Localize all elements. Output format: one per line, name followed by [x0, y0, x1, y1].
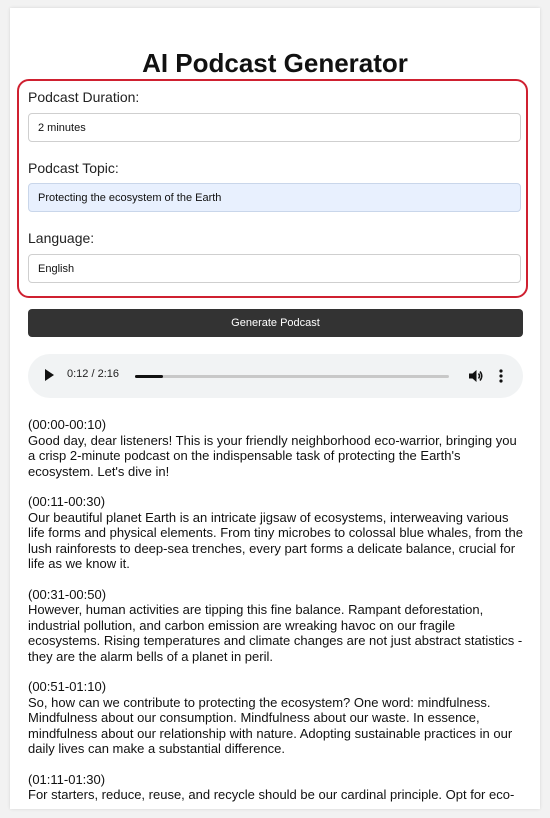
segment-timestamp: (00:51-01:10)	[28, 679, 107, 694]
segment-timestamp: (00:31-00:50)	[28, 586, 107, 602]
segment-text: Good day, dear listeners! This is your friendly neighborhood eco-warrior, bringing you a crisp 2-minute podcast on the indispensable task of protecting the Earth's ecosystem. Let's dive in!	[28, 432, 517, 479]
transcript-segment	[28, 679, 525, 757]
duration-input[interactable]: 2 minutes	[28, 113, 521, 142]
duration-label: Podcast Duration:	[28, 89, 140, 105]
audio-player	[28, 354, 523, 398]
transcript-segment	[28, 587, 525, 665]
page-title: AI Podcast Generator	[142, 48, 408, 78]
generate-podcast-button[interactable]: Generate Podcast	[28, 309, 523, 337]
playback-time: 0:12 / 2:16	[67, 368, 119, 380]
segment-text: So, how can we contribute to protecting the ecosystem? One word: mindfulness. Mindfulness about our consumption. Mindfulness about our waste. In essence, mindfulness about our relationship with nature. Adopting sustainable practices in our daily lives can make a substantial difference.	[28, 694, 513, 756]
seek-bar-progress	[135, 375, 163, 378]
volume-icon[interactable]	[468, 368, 484, 384]
podcast-transcript	[28, 417, 525, 818]
seek-bar[interactable]	[135, 375, 449, 378]
more-options-icon[interactable]	[497, 368, 505, 384]
transcript-segment	[28, 417, 525, 479]
transcript-segment	[28, 772, 525, 803]
play-icon[interactable]	[45, 369, 54, 381]
topic-input[interactable]: Protecting the ecosystem of the Earth	[28, 183, 521, 212]
segment-text: For starters, reduce, reuse, and recycle should be our cardinal principle. Opt for eco-	[28, 787, 515, 802]
transcript-segment	[28, 494, 525, 572]
page-container	[10, 8, 540, 809]
segment-timestamp: (01:11-01:30)	[28, 771, 106, 787]
topic-label: Podcast Topic:	[28, 160, 119, 176]
language-label: Language:	[28, 230, 95, 246]
segment-text: However, human activities are tipping this fine balance. Rampant deforestation, industrial pollution, and carbon emission are wreaking havoc on our fragile ecosystems. Rising temperatures and climate changes are not just abstract statistics - they are the alarm bells of a planet in peril.	[28, 602, 523, 664]
segment-timestamp: (00:00-00:10)	[28, 417, 107, 432]
language-input[interactable]: English	[28, 254, 521, 283]
segment-timestamp: (00:11-00:30)	[28, 494, 106, 509]
segment-text: Our beautiful planet Earth is an intricate jigsaw of ecosystems, interweaving various life forms and physical elements. From tiny microbes to colossal blue whales, from the lush rainforests to deep-sea trenches, every part forms a delicate balance, crucial for life as we know it.	[28, 509, 523, 571]
